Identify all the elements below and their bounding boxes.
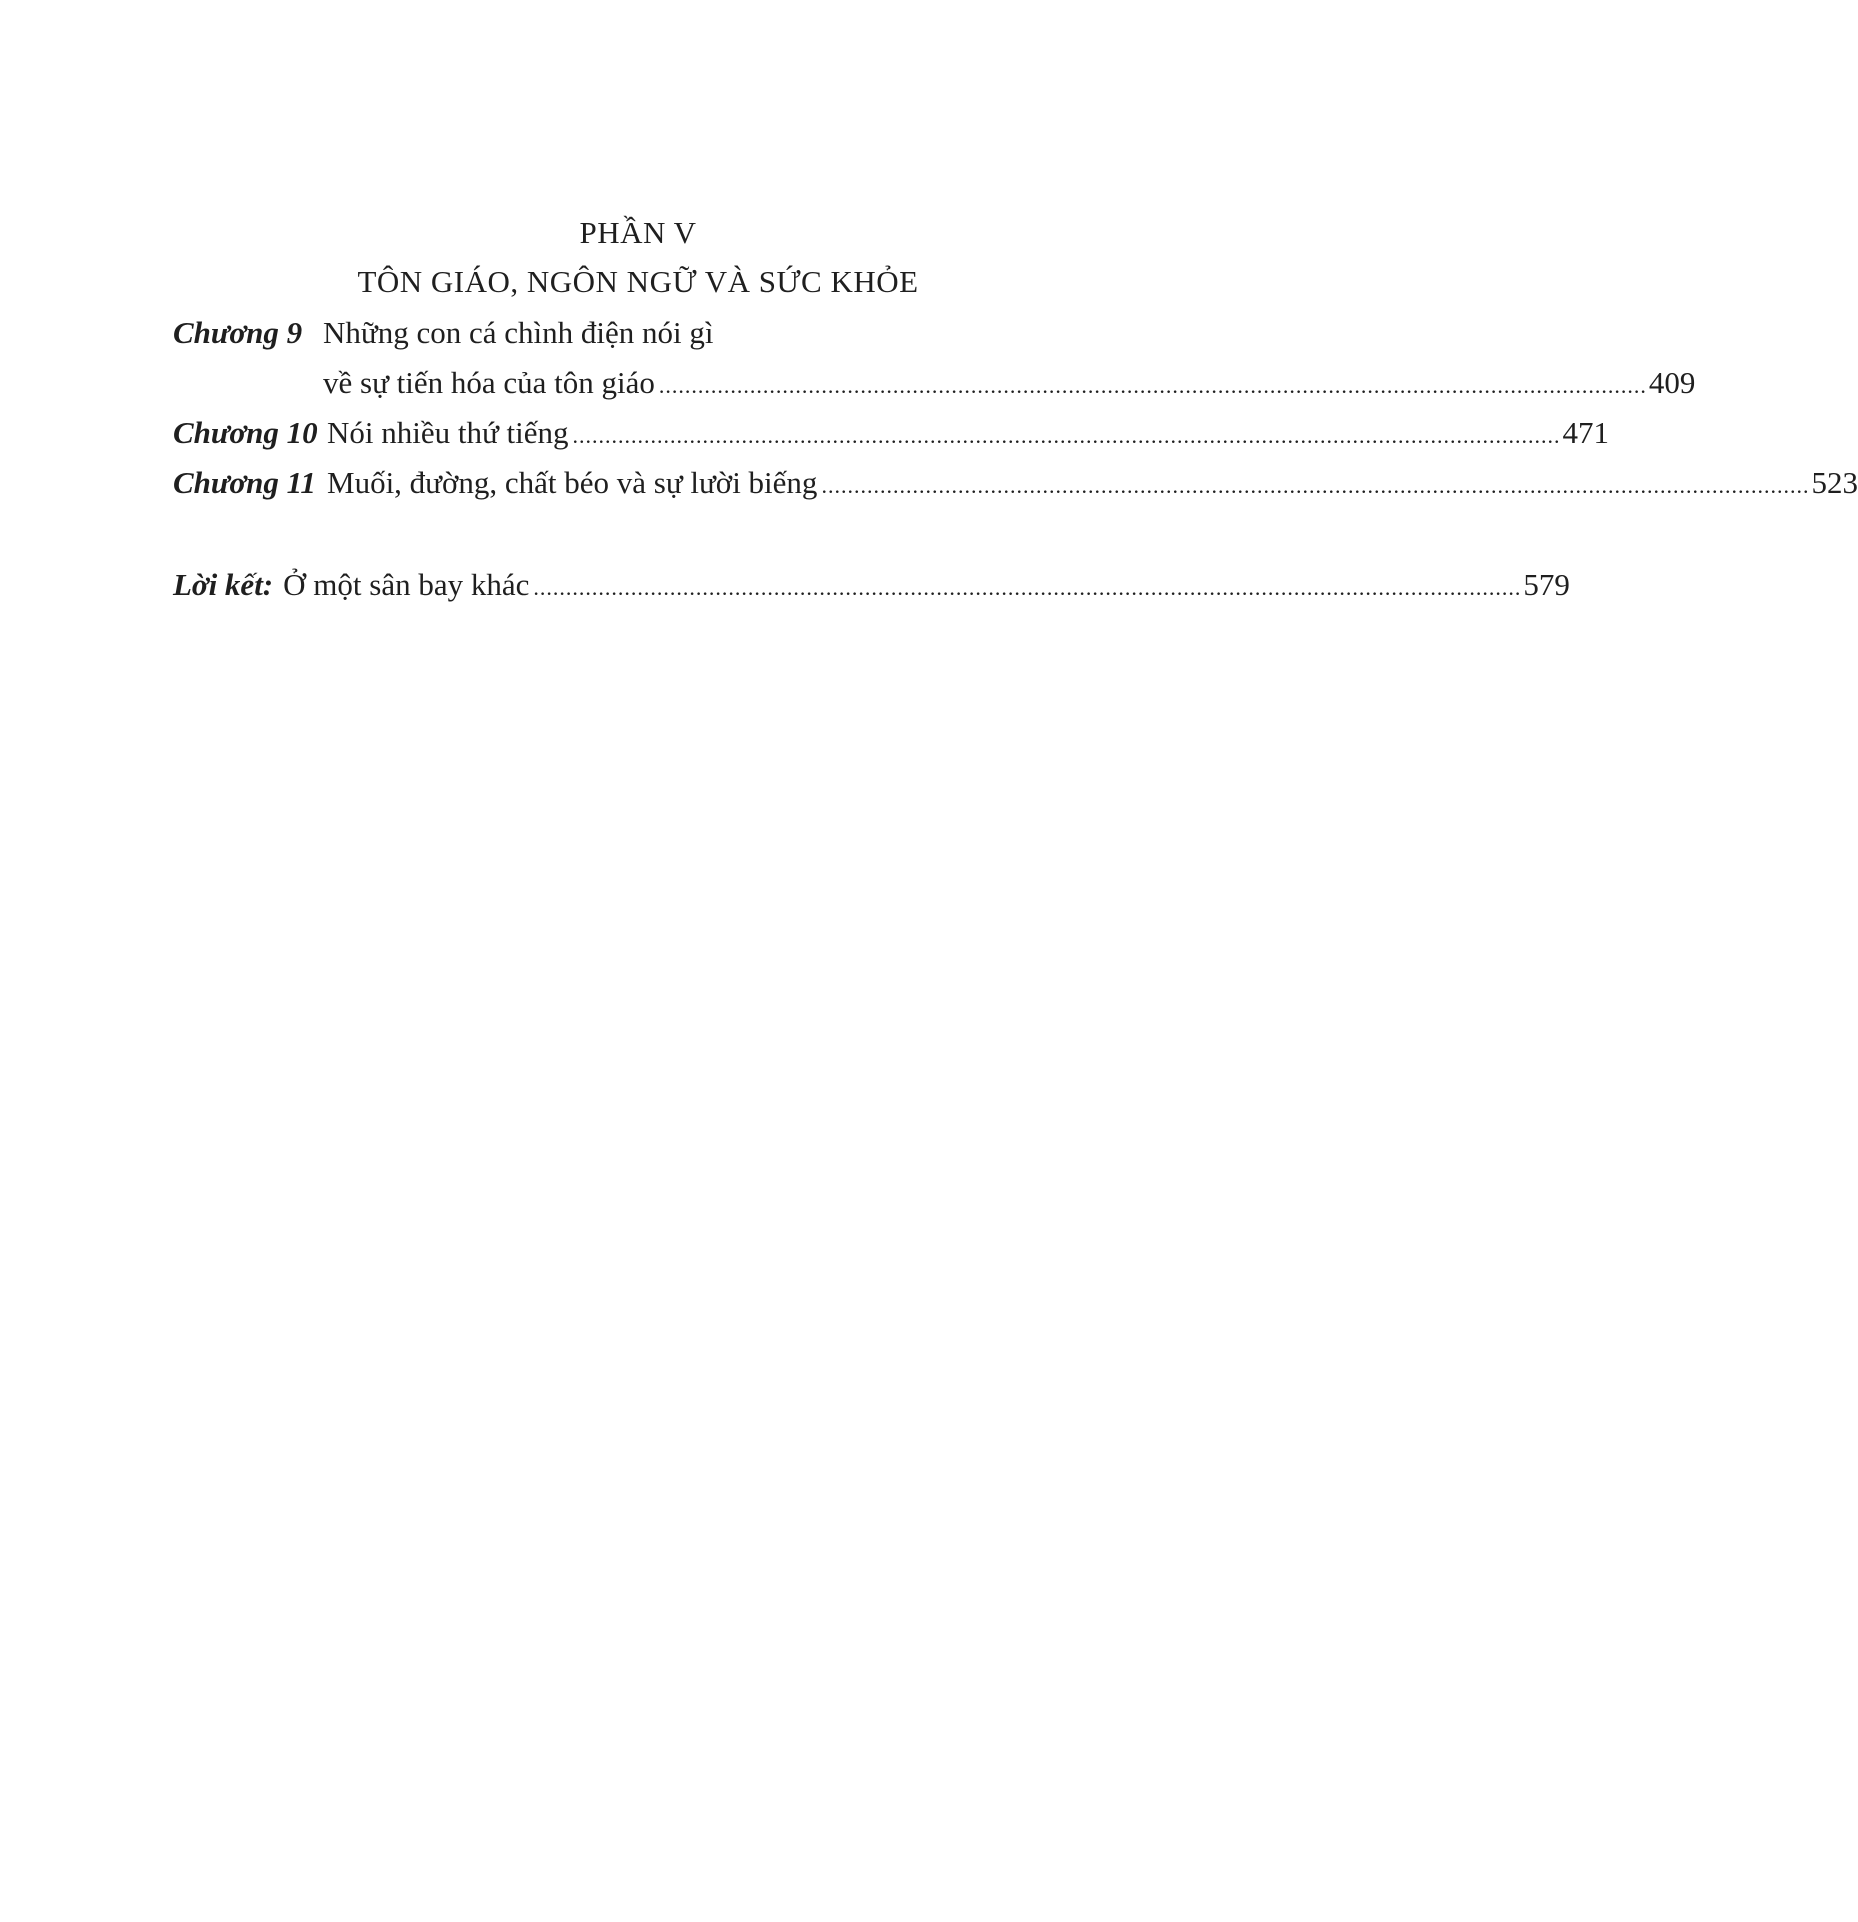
chapter-title-text: Những con cá chình điện nói gì: [323, 315, 714, 350]
epilogue-title: Ở một sân bay khác: [283, 567, 530, 602]
page-number: 579: [1523, 567, 1570, 602]
dot-leader: ........................................................................................................................................................: [821, 473, 1810, 498]
epilogue-line: [173, 560, 1570, 610]
chapter-title: [327, 408, 1610, 458]
chapter-title-text: Nói nhiều thứ tiếng: [327, 415, 569, 450]
chapter-title: [327, 458, 1858, 508]
page-number: 409: [1648, 365, 1696, 400]
toc-entry-epilogue[interactable]: [173, 560, 1570, 610]
chapter-label: Chương 11: [173, 465, 316, 500]
chapter-title-line: [327, 408, 1610, 458]
chapter-title-line: [323, 358, 1696, 408]
part-number: PHẦN V: [579, 215, 697, 250]
chapter-title-line: [323, 308, 1107, 358]
chapter-title: [323, 308, 1696, 408]
chapter-title-text: về sự tiến hóa của tôn giáo: [323, 365, 655, 400]
page-number: 471: [1562, 415, 1610, 450]
chapter-title-text: Muối, đường, chất béo và sự lười biếng: [327, 465, 818, 500]
page-number: 523: [1811, 465, 1858, 500]
dot-leader: ........................................................................................................................................................: [658, 373, 1647, 398]
part-title: TÔN GIÁO, NGÔN NGỮ VÀ SỨC KHỎE: [357, 264, 919, 299]
dot-leader: ........................................................................................................................................................: [572, 423, 1561, 448]
chapter-label: Chương 9: [173, 315, 303, 350]
chapter-title-line: [327, 458, 1858, 508]
chapter-label: Chương 10: [173, 415, 318, 450]
dot-leader: ........................................................................................................................................................: [533, 575, 1522, 600]
epilogue-label: Lời kết:: [173, 567, 274, 602]
